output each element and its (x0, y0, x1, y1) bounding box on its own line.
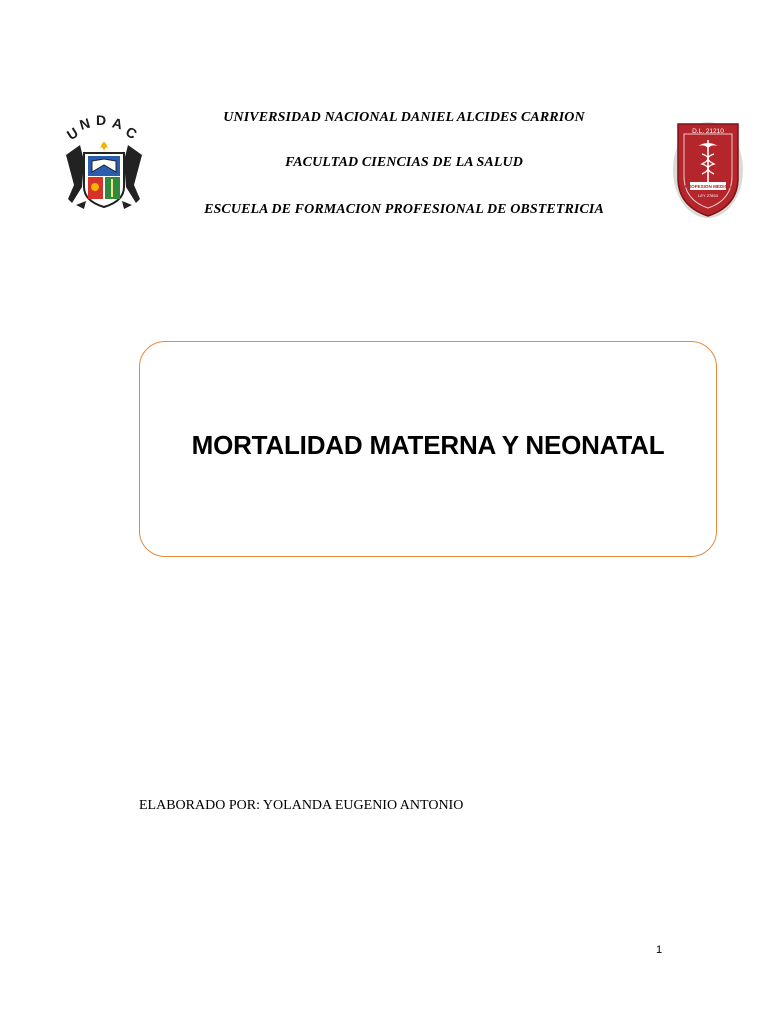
undac-crest-icon (62, 115, 146, 215)
obstetrics-college-seal-icon (672, 116, 744, 220)
document-title: MORTALIDAD MATERNA Y NEONATAL (191, 430, 665, 460)
svg-text:A: A (110, 115, 125, 133)
school-name: ESCUELA DE FORMACION PROFESIONAL DE OBSTETRICIA (204, 202, 604, 217)
title-box (139, 341, 717, 557)
author-line: ELABORADO POR: YOLANDA EUGENIO ANTONIO (139, 798, 464, 813)
faculty-name: FACULTAD CIENCIAS DE LA SALUD (285, 155, 523, 170)
page-number: 1 (656, 944, 663, 956)
svg-text:C: C (123, 123, 140, 143)
svg-text:D.L. 21210: D.L. 21210 (692, 128, 724, 135)
svg-text:U: U (63, 124, 81, 144)
university-name: UNIVERSIDAD NACIONAL DANIEL ALCIDES CARRION (223, 110, 585, 125)
svg-text:PROFESION MEDICA: PROFESION MEDICA (684, 184, 732, 189)
svg-text:LEY 27853: LEY 27853 (698, 193, 718, 198)
svg-text:N: N (77, 115, 92, 133)
svg-text:D: D (96, 115, 107, 128)
